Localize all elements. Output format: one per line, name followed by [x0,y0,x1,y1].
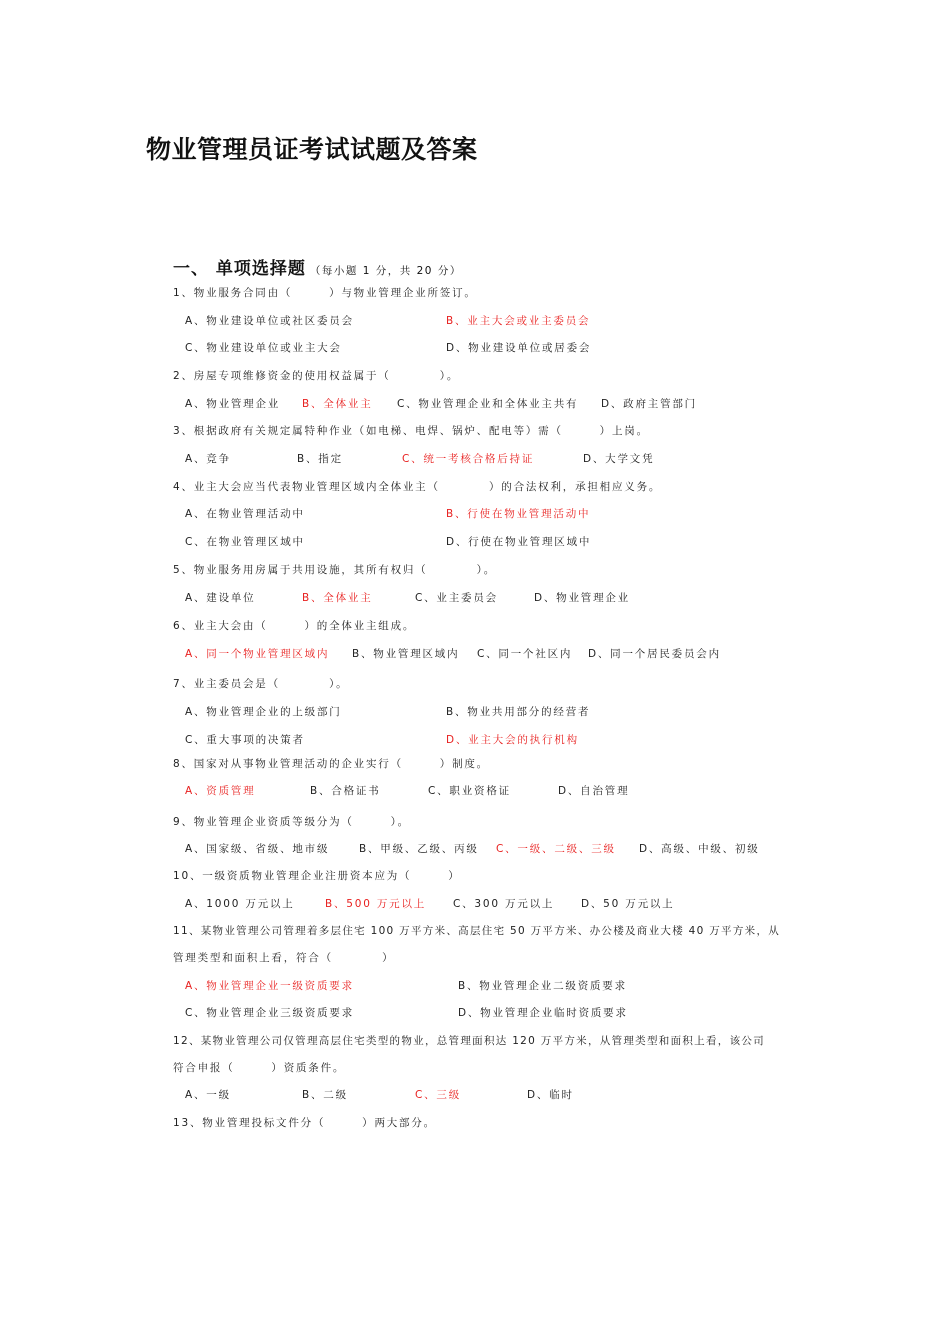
option-3d: D、大学文凭 [583,453,655,465]
question-2: 2、房屋专项维修资金的使用权益属于（ ）。 [173,370,460,382]
option-8a-answer: A、资质管理 [185,785,256,797]
option-11a-answer: A、物业管理企业一级资质要求 [185,980,354,992]
option-8b: B、合格证书 [310,785,381,797]
page-title: 物业管理员证考试试题及答案 [146,135,478,164]
option-11d: D、物业管理企业临时资质要求 [458,1007,628,1019]
option-9b: B、甲级、乙级、丙级 [359,843,479,855]
option-2d: D、政府主管部门 [601,398,697,410]
option-1a: A、物业建设单位或社区委员会 [185,315,354,327]
option-12a: A、一级 [185,1089,231,1101]
option-4a: A、在物业管理活动中 [185,508,305,520]
option-6d: D、同一个居民委员会内 [588,648,721,660]
option-4d: D、行使在物业管理区域中 [446,536,592,548]
option-2b-answer: B、全体业主 [302,398,373,410]
question-9: 9、物业管理企业资质等级分为（ ）。 [173,816,410,828]
question-11: 11、某物业管理公司管理着多层住宅 100 万平方米、高层住宅 50 万平方米、办公楼及商业大楼 40 万平方米，从 [173,925,781,937]
option-5a: A、建设单位 [185,592,256,604]
section-heading [173,254,462,279]
option-8d: D、自治管理 [558,785,630,797]
option-7a: A、物业管理企业的上级部门 [185,706,342,718]
question-6: 6、业主大会由（ ）的全体业主组成。 [173,620,416,632]
option-10c: C、300 万元以上 [453,898,555,910]
section-note: （每小题 1 分，共 20 分） [309,265,462,277]
option-12c-answer: C、三级 [415,1089,462,1101]
option-10d: D、50 万元以上 [581,898,675,910]
question-7: 7、业主委员会是（ ）。 [173,678,349,690]
option-11b: B、物业管理企业二级资质要求 [458,980,627,992]
section-title: 一、 单项选择题 [173,259,306,279]
option-4c: C、在物业管理区域中 [185,536,305,548]
question-1: 1、物业服务合同由（ ）与物业管理企业所签订。 [173,287,477,299]
option-3b: B、指定 [297,453,343,465]
option-2c: C、物业管理企业和全体业主共有 [397,398,579,410]
question-3: 3、根据政府有关规定属特种作业（如电梯、电焊、锅炉、配电等）需（ ）上岗。 [173,425,649,437]
option-4b-answer: B、行使在物业管理活动中 [446,508,591,520]
question-8: 8、国家对从事物业管理活动的企业实行（ ）制度。 [173,758,489,770]
option-7c: C、重大事项的决策者 [185,734,305,746]
option-6b: B、物业管理区域内 [352,648,460,660]
question-11-continued: 管理类型和面积上看，符合（ ） [173,952,395,964]
option-1c: C、物业建设单位或业主大会 [185,342,342,354]
option-5c: C、业主委员会 [415,592,498,604]
option-1d: D、物业建设单位或居委会 [446,342,592,354]
question-13: 13、物业管理投标文件分（ ）两大部分。 [173,1117,436,1129]
option-6a-answer: A、同一个物业管理区域内 [185,648,330,660]
question-10: 10、一级资质物业管理企业注册资本应为（ ） [173,870,461,882]
option-11c: C、物业管理企业三级资质要求 [185,1007,355,1019]
option-12b: B、二级 [302,1089,348,1101]
option-9c-answer: C、一级、二级、三级 [496,843,616,855]
question-12-continued: 符合申报（ ）资质条件。 [173,1062,346,1074]
option-7d-answer: D、业主大会的执行机构 [446,734,579,746]
question-12: 12、某物业管理公司仅管理高层住宅类型的物业，总管理面积达 120 万平方米，从管理类型和面积上看，该公司 [173,1035,765,1047]
option-10a: A、1000 万元以上 [185,898,295,910]
option-12d: D、临时 [527,1089,574,1101]
option-7b: B、物业共用部分的经营者 [446,706,591,718]
option-3a: A、竞争 [185,453,231,465]
option-1b-answer: B、业主大会或业主委员会 [446,315,591,327]
option-3c-answer: C、统一考核合格后持证 [402,453,535,465]
option-5b-answer: B、全体业主 [302,592,373,604]
option-6c: C、同一个社区内 [477,648,573,660]
question-5: 5、物业服务用房属于共用设施，其所有权归（ ）。 [173,564,497,576]
option-9a: A、国家级、省级、地市级 [185,843,330,855]
option-2a: A、物业管理企业 [185,398,281,410]
option-5d: D、物业管理企业 [534,592,630,604]
option-10b-answer: B、500 万元以上 [325,898,427,910]
option-9d: D、高级、中级、初级 [639,843,760,855]
question-4: 4、业主大会应当代表物业管理区域内全体业主（ ）的合法权利，承担相应义务。 [173,481,662,493]
option-8c: C、职业资格证 [428,785,511,797]
